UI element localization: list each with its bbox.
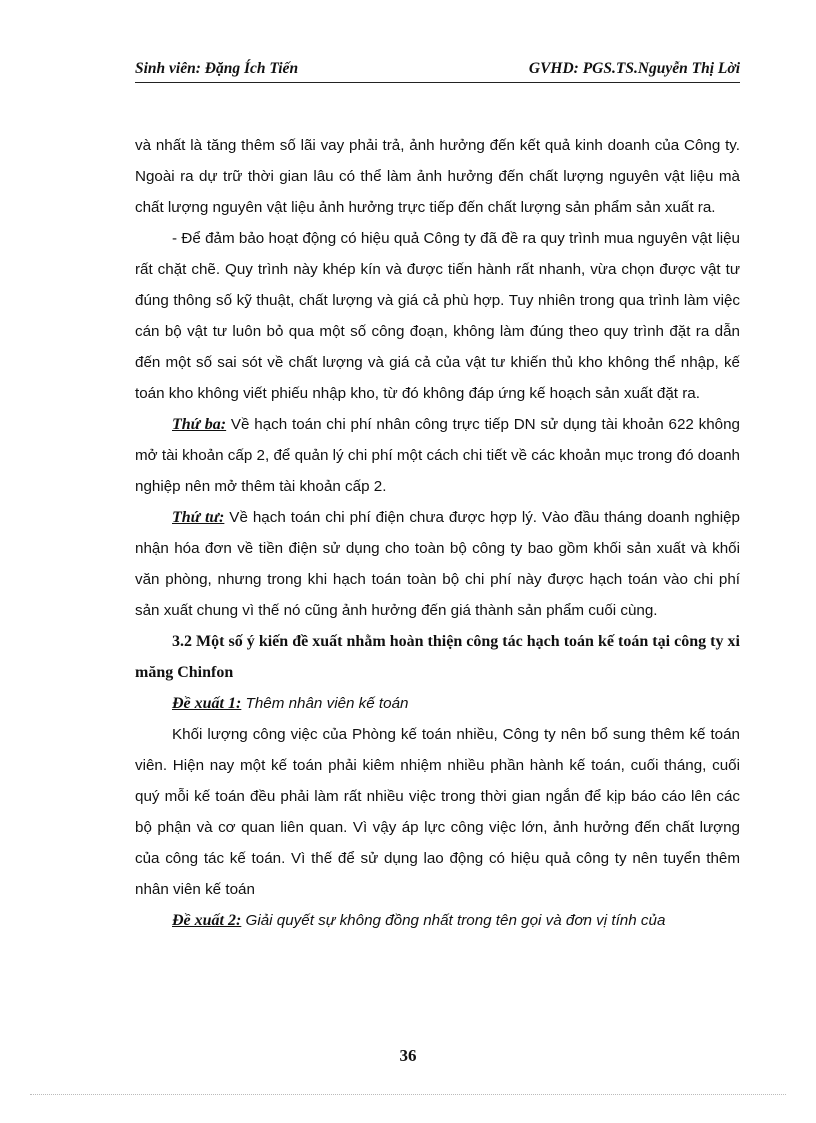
student-name: Sinh viên: Đặng Ích Tiến <box>135 60 299 77</box>
paragraph-5: Khối lượng công việc của Phòng kế toán nhiều, Công ty nên bổ sung thêm kế toán viên. Hiện nay một kế toán phải kiêm nhiệm nhiều phần hành kế toán, cuối tháng, cuối quý mỗi kế toán đều phải làm rất nhiều việc trong thời gian ngắn để kịp báo cáo lên các bộ phận và cơ quan liên quan. Vì vậy áp lực công việc lớn, ảnh hưởng đến chất lượng của công tác kế toán. Vì thế để sử dụng lao động có hiệu quả công ty nên tuyển thêm nhân viên kế toán <box>135 726 740 898</box>
proposal-2 <box>135 905 740 936</box>
document-body <box>135 130 740 936</box>
proposal-2-label: Đề xuất 2: <box>172 912 242 929</box>
page-number: 36 <box>399 1046 417 1065</box>
paragraph-3 <box>135 409 740 502</box>
point-label-third: Thứ ba: <box>172 416 227 433</box>
proposal-1-title: Thêm nhân viên kế toán <box>241 695 409 712</box>
proposal-2-title: Giải quyết sự không đồng nhất trong tên gọi và đơn vị tính của <box>241 912 666 929</box>
paragraph-4-text: Về hạch toán chi phí điện chưa được hợp lý. Vào đầu tháng doanh nghiệp nhận hóa đơn về tiền điện sử dụng cho toàn bộ công ty bao gồm khối sản xuất và khối văn phòng, nhưng trong khi hạch toán toàn bộ chi phí này được hạch toán vào chi phí sản xuất chung vì thế nó cũng ảnh hưởng đến giá thành sản phẩm cuối cùng. <box>135 509 740 619</box>
paragraph-2: - Để đảm bảo hoạt động có hiệu quả Công ty đã đề ra quy trình mua nguyên vật liệu rất chặt chẽ. Quy trình này khép kín và được tiến hành rất nhanh, vừa chọn được vật tư đúng thông số kỹ thuật, chất lượng và giá cả phù hợp. Tuy nhiên trong qua trình làm việc cán bộ vật tư luôn bỏ qua một số công đoạn, không làm đúng theo quy trình đặt ra dẫn đến một số sai sót về chất lượng và giá cả của vật tư khiến thủ kho không thể nhập, kế toán kho không viết phiếu nhập kho, từ đó không đáp ứng kế hoạch sản xuất đặt ra. <box>135 230 740 402</box>
proposal-1 <box>135 688 740 719</box>
paragraph-4 <box>135 502 740 626</box>
page-header <box>135 58 740 83</box>
paragraph-1: và nhất là tăng thêm số lãi vay phải trả, ảnh hưởng đến kết quả kinh doanh của Công ty. Ngoài ra dự trữ thời gian lâu có thể làm ảnh hưởng đến chất lượng nguyên vật liệu mà chất lượng nguyên vật liệu ảnh hưởng trực tiếp đến chất lượng sản phẩm sản xuất ra. <box>135 137 740 216</box>
page-bottom-divider <box>30 1094 786 1095</box>
point-label-fourth: Thứ tư: <box>172 509 225 526</box>
proposal-1-label: Đề xuất 1: <box>172 695 242 712</box>
advisor-name: GVHD: PGS.TS.Nguyễn Thị Lời <box>528 60 740 77</box>
paragraph-3-text: Về hạch toán chi phí nhân công trực tiếp DN sử dụng tài khoản 622 không mở tài khoản cấp 2, để quản lý chi phí một cách chi tiết về các khoản mục trong đó doanh nghiệp nên mở thêm tài khoản cấp 2. <box>135 416 740 495</box>
section-title: 3.2 Một số ý kiến đề xuất nhằm hoàn thiện công tác hạch toán kế toán tại công ty xi măng Chinfon <box>135 633 740 681</box>
